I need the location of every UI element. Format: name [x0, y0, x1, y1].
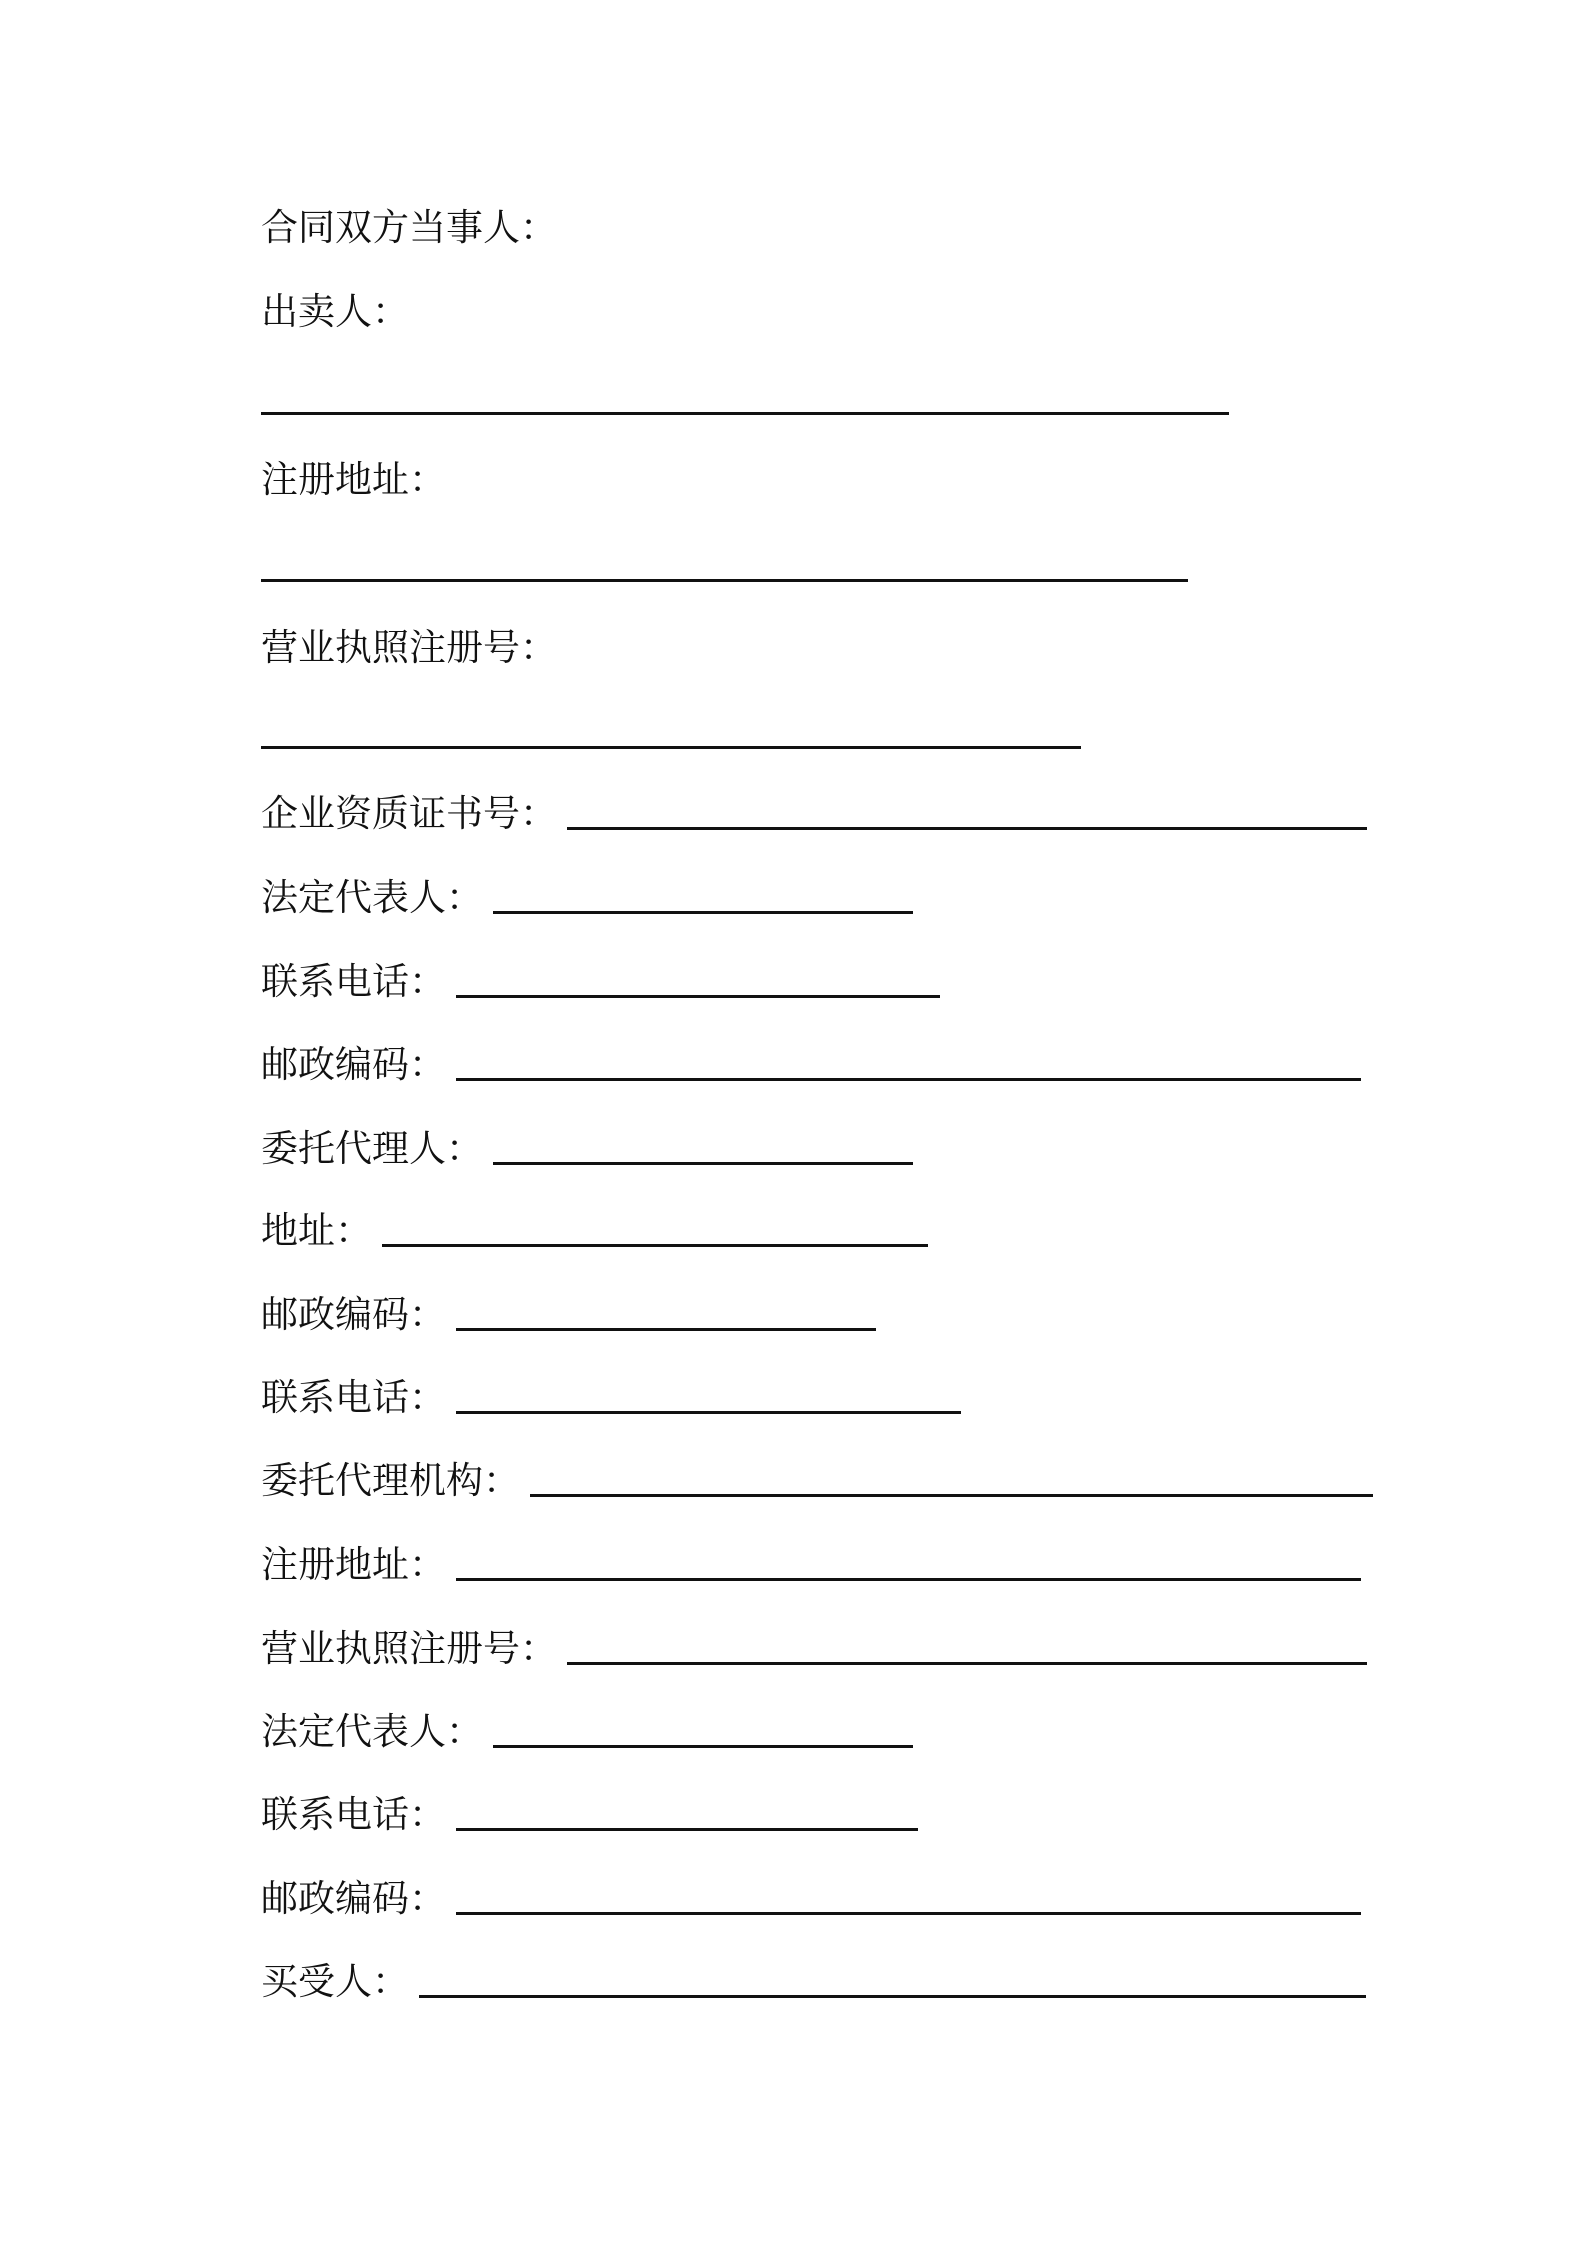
agency-row [261, 1456, 1373, 1506]
seller-legal-rep-label: 法定代表人： [261, 876, 483, 919]
agency-label: 委托代理机构： [261, 1459, 520, 1502]
agency-phone-row [261, 1790, 918, 1840]
agency-phone-blank[interactable] [456, 1828, 918, 1831]
agency-legal-rep-label: 法定代表人： [261, 1710, 483, 1753]
buyer-label: 买受人： [261, 1960, 409, 2003]
seller-agent-phone-label: 联系电话： [261, 1376, 446, 1419]
seller-registered-address-row [261, 455, 446, 505]
seller-agent-address-blank[interactable] [382, 1244, 928, 1247]
seller-agent-label: 委托代理人： [261, 1127, 483, 1170]
seller-phone-blank[interactable] [456, 995, 940, 998]
agency-registered-address-label: 注册地址： [261, 1543, 446, 1586]
seller-qualification-label: 企业资质证书号： [261, 792, 557, 835]
seller-agent-phone-blank[interactable] [456, 1411, 961, 1414]
seller-registered-address-label: 注册地址： [261, 458, 446, 501]
heading-text: 合同双方当事人： [261, 206, 557, 249]
agency-blank[interactable] [530, 1494, 1373, 1497]
agency-postcode-blank[interactable] [456, 1912, 1361, 1915]
seller-label: 出卖人： [261, 290, 409, 333]
seller-agent-address-label: 地址： [261, 1209, 372, 1252]
seller-legal-rep-row [261, 873, 913, 923]
agency-business-license-label: 营业执照注册号： [261, 1627, 557, 1670]
seller-qualification-blank[interactable] [567, 827, 1367, 830]
seller-business-license-label: 营业执照注册号： [261, 626, 557, 669]
buyer-row [261, 1957, 1366, 2007]
agency-legal-rep-blank[interactable] [493, 1745, 913, 1748]
seller-phone-label: 联系电话： [261, 960, 446, 1003]
seller-business-license-row [261, 623, 557, 673]
seller-phone-row [261, 957, 940, 1007]
agency-registered-address-blank[interactable] [456, 1578, 1361, 1581]
agency-postcode-row [261, 1874, 1361, 1924]
seller-business-license-field[interactable] [261, 708, 1081, 758]
parties-heading [261, 203, 557, 253]
seller-postcode-row [261, 1040, 1361, 1090]
agency-business-license-row [261, 1624, 1367, 1674]
agency-legal-rep-row [261, 1707, 913, 1757]
seller-row [261, 287, 409, 337]
seller-agent-row [261, 1124, 913, 1174]
agency-registered-address-row [261, 1540, 1361, 1590]
seller-qualification-row [261, 789, 1367, 839]
seller-agent-phone-row [261, 1373, 961, 1423]
buyer-blank[interactable] [419, 1995, 1366, 1998]
seller-business-license-blank[interactable] [261, 746, 1081, 749]
seller-agent-blank[interactable] [493, 1162, 913, 1165]
seller-registered-address-field[interactable] [261, 541, 1188, 591]
seller-agent-postcode-blank[interactable] [456, 1328, 876, 1331]
seller-postcode-blank[interactable] [456, 1078, 1361, 1081]
seller-name-blank[interactable] [261, 412, 1229, 415]
seller-name-field[interactable] [261, 374, 1229, 424]
seller-registered-address-blank[interactable] [261, 579, 1188, 582]
seller-agent-postcode-label: 邮政编码： [261, 1293, 446, 1336]
seller-legal-rep-blank[interactable] [493, 911, 913, 914]
seller-agent-postcode-row [261, 1290, 876, 1340]
seller-postcode-label: 邮政编码： [261, 1043, 446, 1086]
agency-business-license-blank[interactable] [567, 1662, 1367, 1665]
agency-phone-label: 联系电话： [261, 1793, 446, 1836]
seller-agent-address-row [261, 1206, 928, 1256]
agency-postcode-label: 邮政编码： [261, 1877, 446, 1920]
